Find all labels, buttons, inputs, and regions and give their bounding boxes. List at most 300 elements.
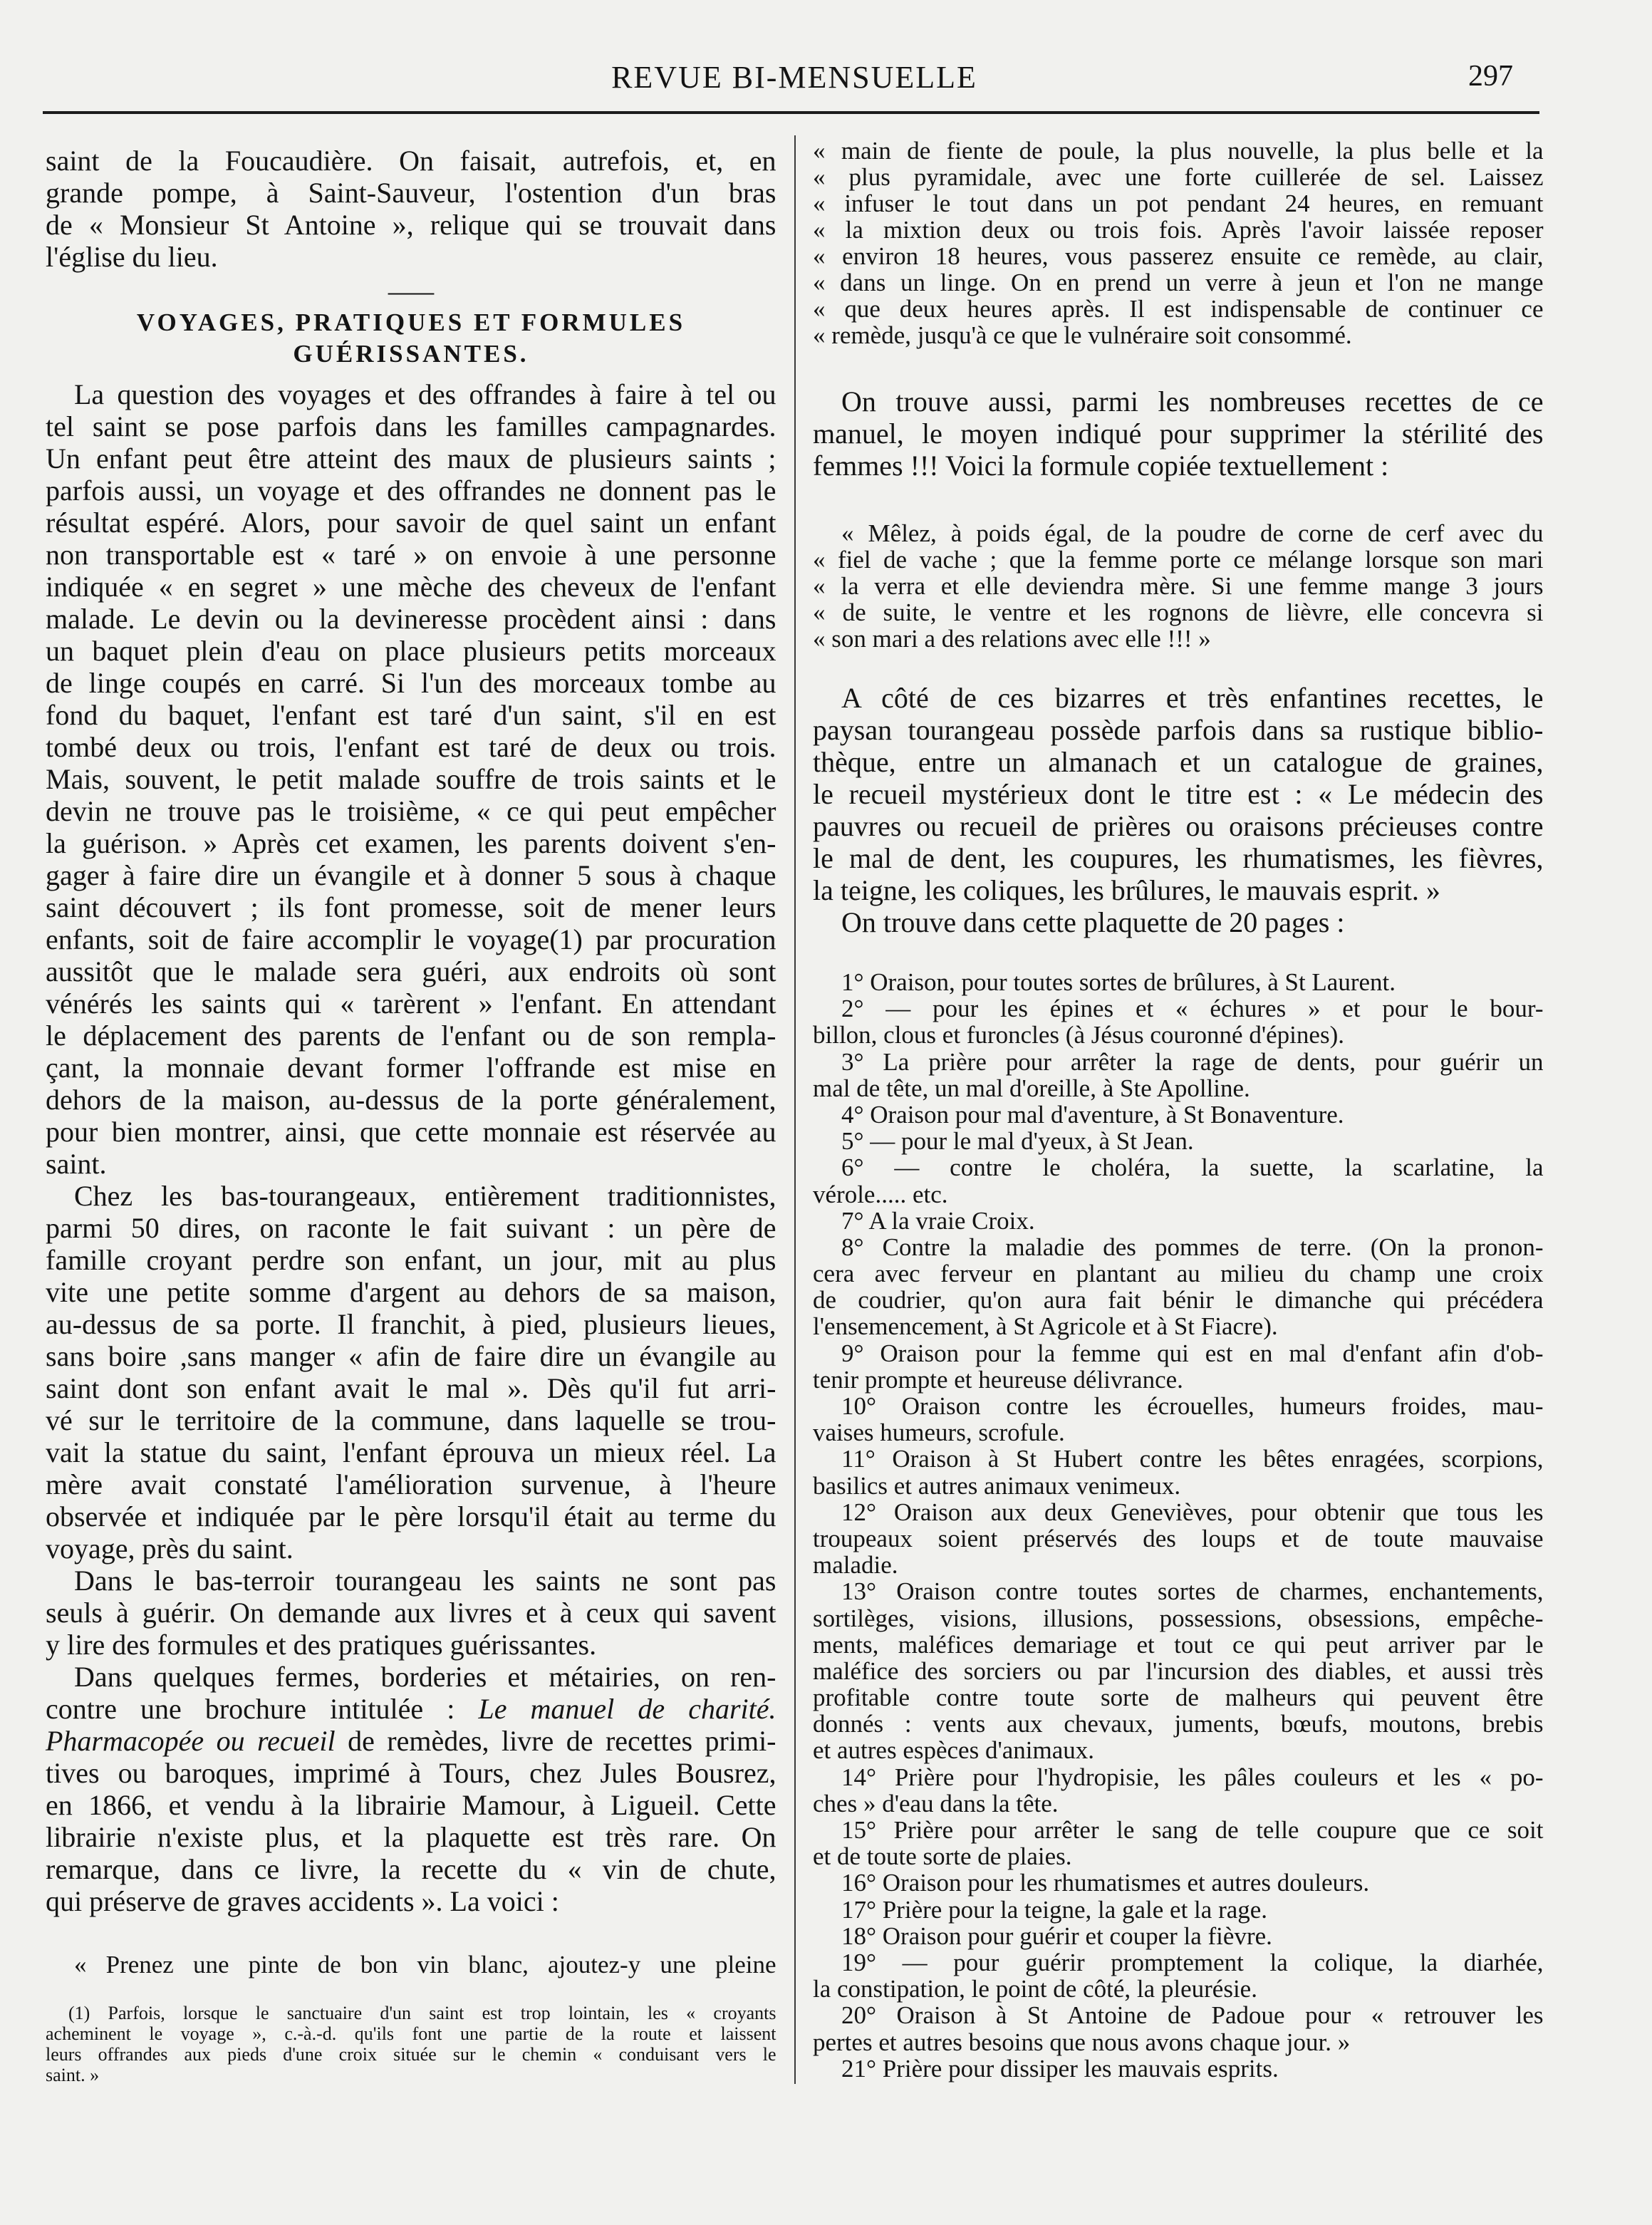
line-text: 10° Oraison contre les écrouelles, humeurs froides, mau-: [841, 1392, 1544, 1420]
text-run: de remèdes, livre de recettes primi-: [335, 1725, 776, 1757]
line-text: l'ensemencement, à St Agricole et à St Fiacre).: [813, 1312, 1278, 1341]
line-text: saint découvert ; ils font promesse, soit de mener leurs: [46, 891, 776, 923]
text-line: [46, 507, 776, 539]
line-text: Dans quelques fermes, borderies et métairies, on ren-: [74, 1661, 776, 1693]
line-text: malade. Le devin ou la devineresse procèdent ainsi : dans: [46, 603, 776, 635]
line-text: maléfice des sorciers ou par l'incursion des diables, et aussi très: [813, 1656, 1544, 1685]
line-text: « plus pyramidale, avec une forte cuillerée de sel. Laissez: [813, 163, 1544, 191]
text-line: [813, 546, 1544, 573]
text-line: [813, 450, 1544, 482]
line-text: l'église du lieu.: [46, 241, 218, 273]
text-line: [813, 1181, 1544, 1208]
text-line: [813, 1419, 1544, 1446]
text-line: [46, 795, 776, 827]
text-line: [813, 778, 1544, 810]
section-heading: [46, 307, 776, 370]
line-text: tel saint se pose parfois dans les familles campagnardes.: [46, 410, 776, 442]
text-line: [813, 746, 1544, 778]
prayer-list: [813, 969, 1544, 2082]
line-text: thèque, entre un almanach et un catalogue de graines,: [813, 746, 1544, 778]
line-text: A côté de ces bizarres et très enfantines recettes, le: [841, 682, 1544, 714]
line-text: de linge coupés en carré. Si l'un des morceaux tombe au: [46, 667, 776, 699]
list-item: [813, 1049, 1544, 1101]
line-text: vait la statue du saint, l'enfant éprouva un mieux réel. La: [46, 1436, 776, 1468]
line-text: cera avec ferveur en plantant au milieu du champ une croix: [813, 1260, 1544, 1288]
line-text: et autres espèces d'animaux.: [813, 1736, 1095, 1765]
line-text: vérole..... etc.: [813, 1180, 948, 1208]
line-text: Chez les bas-tourangeaux, entièrement traditionnistes,: [74, 1180, 776, 1212]
paragraph: [46, 145, 776, 273]
text-line: [46, 635, 776, 667]
text-line: [46, 2065, 776, 2085]
text-line: [46, 1951, 776, 1978]
quote-paragraph: [813, 520, 1544, 652]
text-line: [813, 1632, 1544, 1658]
text-line: [46, 1244, 776, 1276]
italic-title: Pharmacopée ou recueil: [46, 1725, 336, 1757]
line-text: mère avait constaté l'amélioration survenue, à l'heure: [46, 1468, 776, 1500]
line-text: 12° Oraison aux deux Genevièves, pour obtenir que tous les: [841, 1498, 1544, 1526]
text-line: [813, 1737, 1544, 1763]
section-body: [46, 378, 776, 1917]
text-line: [813, 1313, 1544, 1339]
line-text: saint.: [46, 1148, 107, 1180]
text-line: [46, 1180, 776, 1212]
text-line: [46, 1340, 776, 1372]
line-text: le déplacement des parents de l'enfant ou de son rempla-: [46, 1020, 776, 1052]
line-text: voyage, près du saint.: [46, 1532, 293, 1565]
text-line: [813, 2029, 1544, 2055]
line-text: ments, maléfices demariage et tout ce qui peut arriver par le: [813, 1630, 1544, 1659]
line-text: résultat espéré. Alors, pour savoir de quel saint un enfant: [46, 507, 776, 539]
text-line: [46, 1404, 776, 1436]
line-text: maladie.: [813, 1551, 898, 1580]
line-text: (1) Parfois, lorsque le sanctuaire d'un saint est trop lointain, les « croyants: [68, 2003, 776, 2023]
line-text: 6° — contre le choléra, la suette, la scarlatine, la: [841, 1153, 1544, 1182]
text-line: [46, 1853, 776, 1885]
text-line: [813, 1764, 1544, 1790]
text-line: [813, 217, 1544, 243]
line-text: seuls à guérir. On demande aux livres et à ceux qui savent: [46, 1597, 776, 1629]
line-text: le recueil mystérieux dont le titre est : « Le médecin des: [813, 778, 1544, 810]
line-text: enfants, soit de faire accomplir le voyage(1) par procuration: [46, 923, 776, 955]
text-line: [813, 1684, 1544, 1711]
line-text: parfois aussi, un voyage et des offrandes ne donnent pas le: [46, 474, 776, 507]
paragraph: [46, 1565, 776, 1661]
text-line: [813, 322, 1544, 348]
text-line: [46, 667, 776, 699]
line-text: aussitôt que le malade sera guéri, aux endroits où sont: [46, 955, 776, 987]
line-text: Dans le bas-terroir tourangeau les saints ne sont pas: [74, 1565, 776, 1597]
text-line: [813, 520, 1544, 546]
line-text: [46, 1725, 776, 1757]
text-line: [813, 682, 1544, 714]
line-text: 20° Oraison à St Antoine de Padoue pour « retrouver les: [841, 2001, 1544, 2030]
text-line: [46, 1885, 776, 1917]
list-item: [813, 969, 1544, 995]
line-text: manuel, le moyen indiqué pour supprimer la stérilité des: [813, 417, 1544, 450]
list-item: [813, 1869, 1544, 1896]
text-line: [813, 164, 1544, 190]
text-line: [813, 1897, 1544, 1923]
text-line: [46, 1565, 776, 1597]
line-text: sortilèges, visions, illusions, possessions, obsessions, empêche-: [813, 1604, 1544, 1632]
line-text: saint dont son enfant avait le mal ». Dès qu'il fut arri-: [46, 1372, 776, 1404]
line-text: parmi 50 dires, on raconte le fait suivant : un père de: [46, 1212, 776, 1244]
text-line: [46, 1757, 776, 1789]
paragraph: [46, 1661, 776, 1917]
text-line: [46, 145, 776, 177]
text-line: [813, 810, 1544, 842]
text-line: [46, 241, 776, 273]
text-line: [46, 1532, 776, 1565]
text-line: [813, 1976, 1544, 2002]
line-text: y lire des formules et des pratiques guérissantes.: [46, 1629, 597, 1661]
list-item: [813, 2055, 1544, 2082]
line-text: « son mari a des relations avec elle !!! »: [813, 625, 1211, 653]
text-line: [46, 1052, 776, 1084]
line-text: le mal de dent, les coupures, les rhumatismes, les fièvres,: [813, 842, 1544, 874]
line-text: 7° A la vraie Croix.: [841, 1206, 1035, 1235]
text-line: [46, 1500, 776, 1532]
text-line: [46, 1116, 776, 1148]
text-line: [813, 1552, 1544, 1578]
line-text: 13° Oraison contre toutes sortes de charmes, enchantements,: [841, 1577, 1544, 1606]
running-head-title: REVUE BI-MENSUELLE: [611, 60, 977, 95]
line-text: devin ne trouve pas le troisième, « ce qui peut empêcher: [46, 795, 776, 827]
line-text: Un enfant peut être atteint des maux de plusieurs saints ;: [46, 442, 776, 474]
line-text: 16° Oraison pour les rhumatismes et autres douleurs.: [841, 1869, 1370, 1897]
line-text: et de toute sorte de plaies.: [813, 1842, 1072, 1871]
line-text: tenir prompte et heureuse délivrance.: [813, 1365, 1183, 1394]
list-item: [813, 1949, 1544, 2002]
line-text: pauvres ou recueil de prières ou oraisons précieuses contre: [813, 810, 1544, 842]
text-line: [813, 1287, 1544, 1313]
text-line: [813, 1658, 1544, 1684]
line-text: dehors de la maison, au-dessus de la porte généralement,: [46, 1084, 776, 1116]
text-line: [46, 987, 776, 1020]
text-line: [46, 474, 776, 507]
text-line: [46, 955, 776, 987]
line-text: 17° Prière pour la teigne, la gale et la rage.: [841, 1895, 1268, 1924]
text-line: [46, 1693, 776, 1725]
list-item: [813, 1446, 1544, 1498]
recipe-quote-continued: [813, 138, 1544, 348]
sterility-paragraph: [813, 385, 1544, 482]
text-line: [813, 599, 1544, 626]
line-text: paysan tourangeau possède parfois dans sa rustique biblio-: [813, 714, 1544, 746]
text-line: [46, 410, 776, 442]
line-text: « main de fiente de poule, la plus nouvelle, la plus belle et la: [813, 137, 1544, 165]
line-text: troupeaux soient préservés des loups et de toute mauvaise: [813, 1524, 1544, 1552]
line-text: « de suite, le ventre et les rognons de lièvre, elle concevra si: [813, 598, 1544, 626]
line-text: 18° Oraison pour guérir et couper la fièvre.: [841, 1921, 1272, 1950]
line-text: « Mêlez, à poids égal, de la poudre de corne de cerf avec du: [841, 519, 1544, 547]
list-item: [813, 1208, 1544, 1234]
text-line: [46, 1084, 776, 1116]
line-text: grande pompe, à Saint-Sauveur, l'ostention d'un bras: [46, 177, 776, 209]
line-text: femmes !!! Voici la formule copiée textuellement :: [813, 450, 1389, 482]
line-text: pertes et autres besoins que nous avons chaque jour. »: [813, 2028, 1351, 2056]
text-line: [813, 874, 1544, 906]
text-line: [813, 1869, 1544, 1896]
footnote: [46, 2003, 776, 2085]
text-line: [813, 269, 1544, 296]
text-line: [46, 1212, 776, 1244]
text-line: [813, 296, 1544, 322]
text-line: [813, 417, 1544, 450]
text-line: [813, 1499, 1544, 1525]
line-text: « fiel de vache ; que la femme porte ce mélange lorsque son mari: [813, 546, 1544, 574]
text-line: [813, 1075, 1544, 1101]
text-line: [46, 1436, 776, 1468]
list-item: [813, 1128, 1544, 1154]
continued-paragraph: [46, 145, 776, 273]
text-line: [46, 1468, 776, 1500]
line-text: de coudrier, qu'on aura fait bénir le dimanche qui précédera: [813, 1286, 1544, 1314]
line-text: un baquet plein d'eau on place plusieurs petits morceaux: [46, 635, 776, 667]
text-line: [46, 209, 776, 241]
line-text: 3° La prière pour arrêter la rage de dents, pour guérir un: [841, 1047, 1544, 1076]
heading-line: VOYAGES, PRATIQUES ET FORMULES: [136, 308, 686, 336]
text-line: [813, 1578, 1544, 1604]
section-separator: [46, 275, 776, 307]
text-line: [46, 699, 776, 731]
text-line: [813, 1128, 1544, 1154]
text-line: [46, 177, 776, 209]
text-line: [813, 995, 1544, 1022]
italic-title: Le manuel de charité.: [478, 1693, 776, 1725]
list-item: [813, 1154, 1544, 1207]
line-text: çant, la monnaie devant former l'offrande est mise en: [46, 1052, 776, 1084]
text-line: [813, 1393, 1544, 1419]
line-text: en 1866, et vendu à la librairie Mamour, à Ligueil. Cette: [46, 1789, 776, 1821]
text-line: [46, 1661, 776, 1693]
list-item: [813, 1393, 1544, 1446]
line-text: vé sur le territoire de la commune, dans laquelle se trou-: [46, 1404, 776, 1436]
line-text: « la verra et elle deviendra mère. Si une femme mange 3 jours: [813, 572, 1544, 600]
text-line: [46, 378, 776, 410]
text-line: [813, 1022, 1544, 1048]
text-line: [46, 1821, 776, 1853]
line-text: famille croyant perdre son enfant, un jour, mit au plus: [46, 1244, 776, 1276]
line-text: qui préserve de graves accidents ». La voici :: [46, 1885, 559, 1917]
line-text: « dans un linge. On en prend un verre à jeun et l'on ne mange: [813, 269, 1544, 296]
list-item: [813, 1578, 1544, 1763]
line-text: non transportable est « taré » on envoie à une personne: [46, 539, 776, 571]
line-text: sans boire ,sans manger « afin de faire dire un évangile au: [46, 1340, 776, 1372]
text-line: [813, 385, 1544, 417]
line-text: leurs offrandes aux pieds d'une croix située sur le chemin « conduisant vers le: [46, 2044, 776, 2065]
text-line: [813, 1154, 1544, 1181]
text-line: [46, 571, 776, 603]
text-line: [46, 1629, 776, 1661]
text-line: [46, 923, 776, 955]
line-text: 14° Prière pour l'hydropisie, les pâles couleurs et les « po-: [841, 1763, 1544, 1791]
text-line: [46, 891, 776, 923]
line-text: billon, clous et furoncles (à Jésus couronné d'épines).: [813, 1021, 1344, 1049]
text-line: [813, 1605, 1544, 1632]
text-line: [813, 1340, 1544, 1366]
text-line: [813, 1949, 1544, 1976]
line-text: ches » d'eau dans la tête.: [813, 1789, 1059, 1817]
line-text: tombé deux ou trois, l'enfant est taré de deux ou trois.: [46, 731, 776, 763]
line-text: « Prenez une pinte de bon vin blanc, ajoutez-y une pleine: [74, 1951, 776, 1978]
text-line: [813, 1446, 1544, 1472]
medecin-paragraphs: [813, 682, 1544, 938]
text-line: [813, 1208, 1544, 1234]
text-line: [813, 138, 1544, 164]
line-text: vite une petite somme d'argent au dehors de sa maison,: [46, 1276, 776, 1308]
line-text: On trouve dans cette plaquette de 20 pages :: [841, 906, 1345, 938]
text-line: [46, 1372, 776, 1404]
text-line: [813, 1923, 1544, 1949]
text-line: [46, 1148, 776, 1180]
paragraph: [813, 906, 1544, 938]
line-text: remarque, dans ce livre, la recette du « vin de chute,: [46, 1853, 776, 1885]
text-line: [813, 1473, 1544, 1499]
text-line: [813, 1049, 1544, 1075]
text-line: [813, 1843, 1544, 1869]
text-line: [813, 1101, 1544, 1128]
quote-paragraph: [46, 1951, 776, 1978]
paragraph: [46, 378, 776, 1180]
list-item: [813, 995, 1544, 1048]
heading-line: GUÉRISSANTES.: [293, 340, 529, 368]
text-line: [813, 1366, 1544, 1393]
line-text: 4° Oraison pour mal d'aventure, à St Bonaventure.: [841, 1100, 1344, 1129]
line-text: 5° — pour le mal d'yeux, à St Jean.: [841, 1127, 1194, 1156]
line-text: saint de la Foucaudière. On faisait, autrefois, et, en: [46, 145, 776, 177]
line-text: mal de tête, un mal d'oreille, à Ste Apolline.: [813, 1074, 1250, 1102]
line-text: gager à faire dire un évangile et à donner 5 sous à chaque: [46, 859, 776, 891]
text-line: [46, 1020, 776, 1052]
paragraph: [813, 682, 1544, 906]
footnote-text: [46, 2003, 776, 2085]
list-item: [813, 1101, 1544, 1128]
text-line: [46, 763, 776, 795]
text-line: [46, 2044, 776, 2065]
line-text: pour bien montrer, ainsi, que cette monnaie est réservée au: [46, 1116, 776, 1148]
line-text: 19° — pour guérir promptement la colique, la diarhée,: [841, 1948, 1544, 1976]
text-line: [46, 827, 776, 859]
list-item: [813, 1897, 1544, 1923]
line-text: de « Monsieur St Antoine », relique qui se trouvait dans: [46, 209, 776, 241]
text-line: [813, 2055, 1544, 2082]
text-line: [46, 442, 776, 474]
text-line: [46, 603, 776, 635]
line-text: « la mixtion deux ou trois fois. Après l'avoir laissée reposer: [813, 216, 1544, 244]
line-text: acheminent le voyage », c.-à.-d. qu'ils font une partie de la route et laissent: [46, 2023, 776, 2044]
line-text: 11° Oraison à St Hubert contre les bêtes enragées, scorpions,: [841, 1445, 1544, 1473]
list-item: [813, 1764, 1544, 1817]
line-text: basilics et autres animaux venimeux.: [813, 1471, 1181, 1500]
paragraph: [813, 385, 1544, 482]
text-line: [813, 2002, 1544, 2028]
text-line: [46, 2003, 776, 2023]
text-line: [46, 1725, 776, 1757]
line-text: saint. »: [46, 2065, 100, 2085]
line-text: 21° Prière pour dissiper les mauvais esprits.: [841, 2054, 1279, 2083]
text-line: [813, 1711, 1544, 1737]
line-text: « que deux heures après. Il est indispensable de continuer ce: [813, 295, 1544, 323]
text-line: [813, 243, 1544, 269]
separator-dash: —: [388, 275, 434, 307]
text-line: [46, 539, 776, 571]
line-text: 8° Contre la maladie des pommes de terre. (On la pronon-: [841, 1233, 1544, 1261]
text-line: [813, 1260, 1544, 1287]
text-line: [813, 1817, 1544, 1843]
line-text: donnés : vents aux chevaux, juments, bœufs, moutons, brebis: [813, 1710, 1544, 1738]
text-line: [46, 1597, 776, 1629]
text-run: contre une brochure intitulée :: [46, 1693, 479, 1725]
text-line: [813, 1234, 1544, 1260]
line-text: librairie n'existe plus, et la plaquette est très rare. On: [46, 1821, 776, 1853]
list-item: [813, 1817, 1544, 1869]
line-text: la constipation, le point de côté, la pleurésie.: [813, 1975, 1257, 2003]
line-text: fond du baquet, l'enfant est taré d'un saint, s'il en est: [46, 699, 776, 731]
text-line: [813, 842, 1544, 874]
line-text: vénérés les saints qui « tarèrent » l'enfant. En attendant: [46, 987, 776, 1020]
line-text: La question des voyages et des offrandes à faire à tel ou: [74, 378, 776, 410]
line-text: Mais, souvent, le petit malade souffre de trois saints et le: [46, 763, 776, 795]
list-item: [813, 1340, 1544, 1393]
list-item: [813, 1234, 1544, 1340]
line-text: 15° Prière pour arrêter le sang de telle coupure que ce soit: [841, 1816, 1544, 1844]
list-item: [813, 2002, 1544, 2055]
line-text: vaises humeurs, scrofule.: [813, 1418, 1065, 1447]
line-text: « environ 18 heures, vous passerez ensuite ce remède, au clair,: [813, 242, 1544, 270]
line-text: au-dessus de sa porte. Il franchit, à pied, plusieurs lieues,: [46, 1308, 776, 1340]
line-text: indiquée « en segret » une mèche des cheveux de l'enfant: [46, 571, 776, 603]
text-line: [46, 1308, 776, 1340]
header-rule: [43, 111, 1539, 114]
list-item: [813, 1923, 1544, 1949]
line-text: « remède, jusqu'à ce que le vulnéraire soit consommé.: [813, 321, 1352, 349]
text-line: [813, 190, 1544, 217]
text-line: [46, 731, 776, 763]
text-line: [813, 626, 1544, 652]
text-line: [46, 1789, 776, 1821]
line-text: [46, 1693, 776, 1725]
line-text: On trouve aussi, parmi les nombreuses recettes de ce: [841, 385, 1544, 417]
text-line: [813, 573, 1544, 599]
text-line: [813, 714, 1544, 746]
line-text: « infuser le tout dans un pot pendant 24 heures, en remuant: [813, 190, 1544, 217]
line-text: la teigne, les coliques, les brûlures, le mauvais esprit. »: [813, 874, 1440, 906]
column-divider: [794, 135, 796, 2084]
line-text: tives ou baroques, imprimé à Tours, chez Jules Bousrez,: [46, 1757, 776, 1789]
text-line: [46, 859, 776, 891]
text-line: [813, 1525, 1544, 1552]
line-text: 2° — pour les épines et « échures » et pour le bour-: [841, 995, 1544, 1023]
recipe-quote-start: [46, 1951, 776, 1978]
line-text: profitable contre toute sorte de malheurs qui peuvent être: [813, 1684, 1544, 1712]
paragraph: [46, 1180, 776, 1565]
text-line: [813, 1790, 1544, 1817]
sterility-formula-quote: [813, 520, 1544, 652]
line-text: la guérison. » Après cet examen, les parents doivent s'en-: [46, 827, 776, 859]
quote-paragraph: [813, 138, 1544, 348]
text-line: [46, 1276, 776, 1308]
list-item: [813, 1499, 1544, 1579]
text-line: [46, 2023, 776, 2044]
text-line: [813, 906, 1544, 938]
line-text: 9° Oraison pour la femme qui est en mal d'enfant afin d'ob-: [841, 1339, 1544, 1367]
text-line: [813, 969, 1544, 995]
page-number: 297: [1468, 60, 1513, 93]
line-text: 1° Oraison, pour toutes sortes de brûlures, à St Laurent.: [841, 968, 1396, 996]
